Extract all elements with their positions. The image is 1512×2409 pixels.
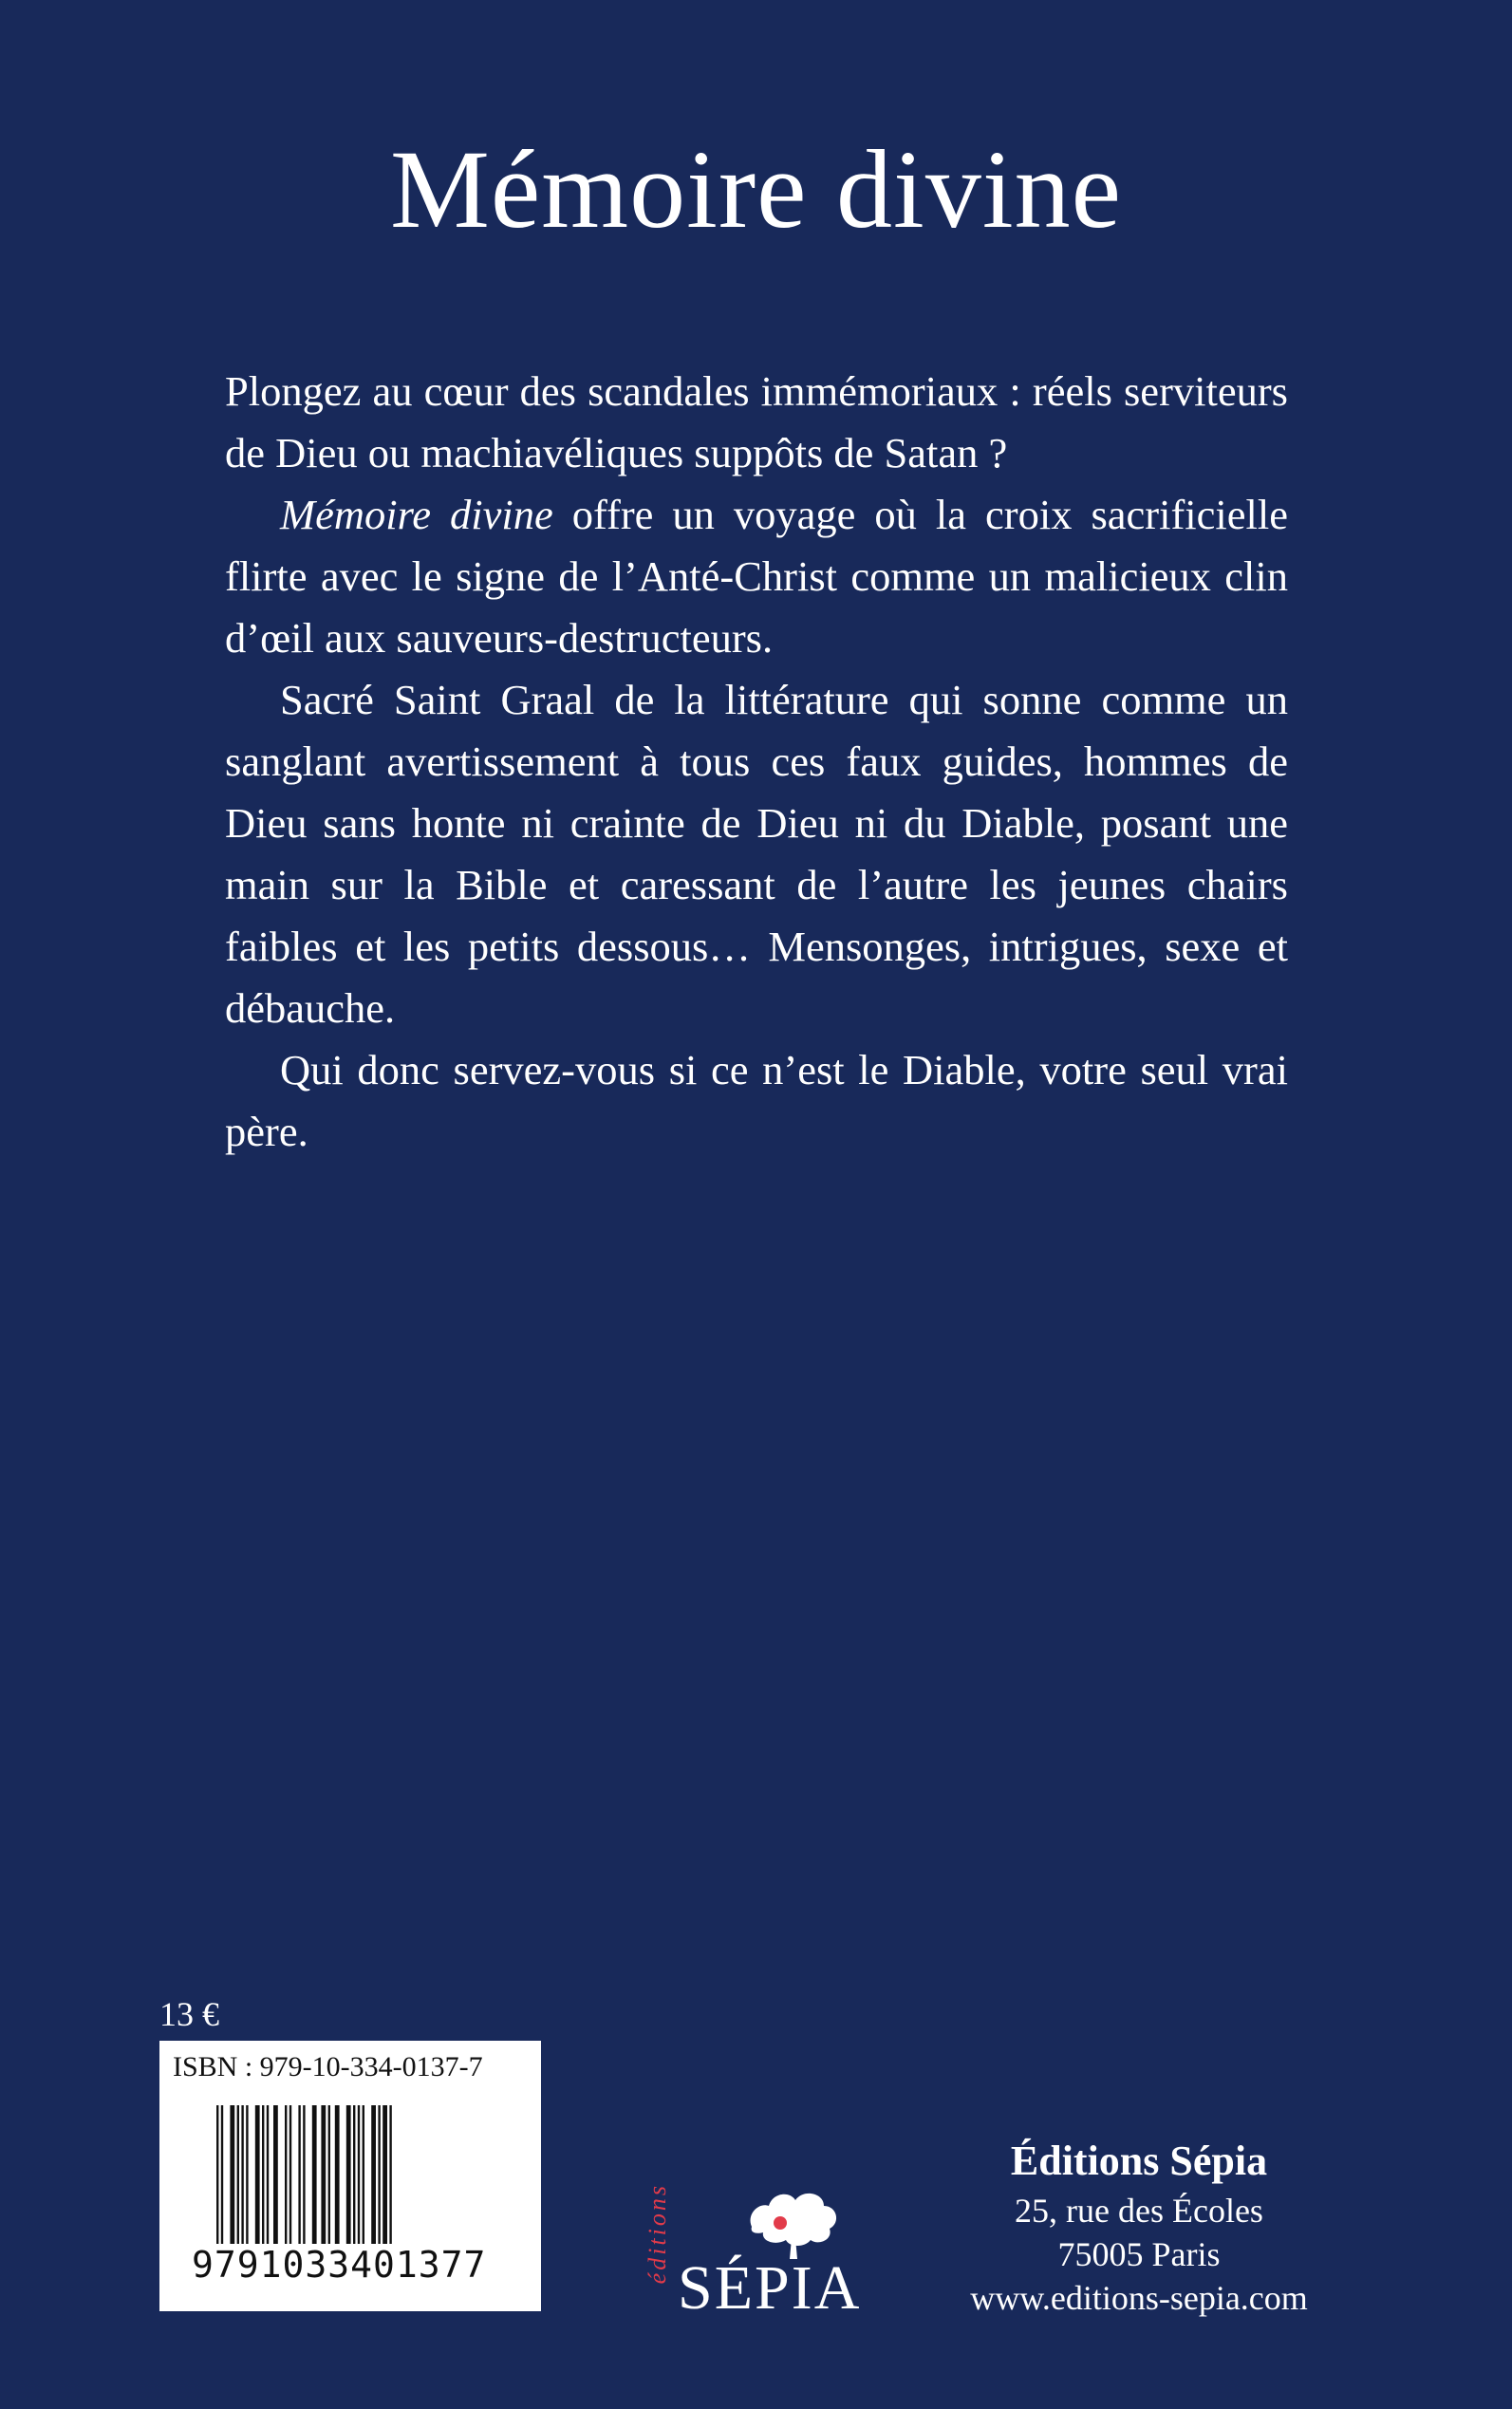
barcode-bar: [363, 2105, 364, 2244]
price-label: 13 €: [159, 1995, 219, 2033]
barcode-bar: [335, 2105, 340, 2244]
barcode-bar: [267, 2105, 269, 2244]
barcode-bar: [346, 2105, 351, 2244]
barcode-bar: [221, 2105, 223, 2244]
barcode-bar: [216, 2105, 218, 2244]
barcode-bar: [237, 2105, 239, 2244]
barcode-bar: [312, 2105, 317, 2244]
blurb-paragraph-2-text: offre un voyage où la croix sacrificielle flirte avec le signe de l’Anté-Christ comme un malicieux clin d’œil aux sauveurs-destructeurs.: [225, 491, 1289, 662]
publisher-street: 25, rue des Écoles: [1015, 2192, 1263, 2230]
logo-editions-text: éditions: [644, 2183, 671, 2285]
blurb-paragraph-3: Sacré Saint Graal de la littérature qui sonne comme un sanglant avertissement à tous ces faux guides, hommes de Dieu sans honte ni crainte de Dieu ni du Diable, posant une main sur la Bible et caressant de l’autre les jeunes chairs faibles et les petits dessous… Mensonges, intrigues, sexe et débauche.: [225, 676, 1288, 1032]
barcode-bar: [255, 2105, 260, 2244]
barcode-bar: [298, 2105, 300, 2244]
logo-sepia-text: SÉPIA: [678, 2253, 862, 2323]
back-cover-blurb: [225, 361, 1288, 1163]
barcode-bar: [241, 2105, 243, 2244]
blurb-paragraph-1: Plongez au cœur des scandales immémoriaux : réels serviteurs de Dieu ou machiavéliques suppôts de Satan ?: [225, 367, 1288, 476]
blurb-paragraph-2: [225, 484, 1288, 669]
barcode-digits: 9791033401377: [192, 2244, 487, 2286]
publisher-block: [940, 2134, 1338, 2320]
barcode-icon: [215, 2105, 499, 2248]
barcode-bar: [358, 2105, 360, 2244]
barcode-bar: [321, 2105, 326, 2244]
barcode-bar: [289, 2105, 291, 2244]
barcode-bar: [378, 2105, 380, 2244]
barcode-bar: [273, 2105, 278, 2244]
barcode-bar: [389, 2105, 391, 2244]
barcode-bar: [303, 2105, 305, 2244]
blurb-paragraph-4: Qui donc servez-vous si ce n’est le Diable, votre seul vrai père.: [225, 1046, 1288, 1155]
publisher-city: 75005 Paris: [1057, 2235, 1221, 2273]
isbn-text: ISBN : 979-10-334-0137-7: [173, 2051, 483, 2082]
barcode-bar: [383, 2105, 387, 2244]
barcode-bar: [353, 2105, 355, 2244]
publisher-name: Éditions Sépia: [1010, 2138, 1268, 2184]
blurb-title-italic: Mémoire divine: [280, 491, 553, 538]
barcode-bar: [371, 2105, 376, 2244]
barcode-bar: [262, 2105, 264, 2244]
publisher-website[interactable]: www.editions-sepia.com: [970, 2279, 1308, 2317]
barcode-bar: [230, 2105, 234, 2244]
book-title: Mémoire divine: [390, 127, 1122, 252]
barcode-bar: [246, 2105, 248, 2244]
tree-icon: [740, 2185, 845, 2261]
isbn-barcode-box: [159, 2041, 541, 2311]
barcode-bar: [328, 2105, 330, 2244]
barcode-bar: [285, 2105, 287, 2244]
